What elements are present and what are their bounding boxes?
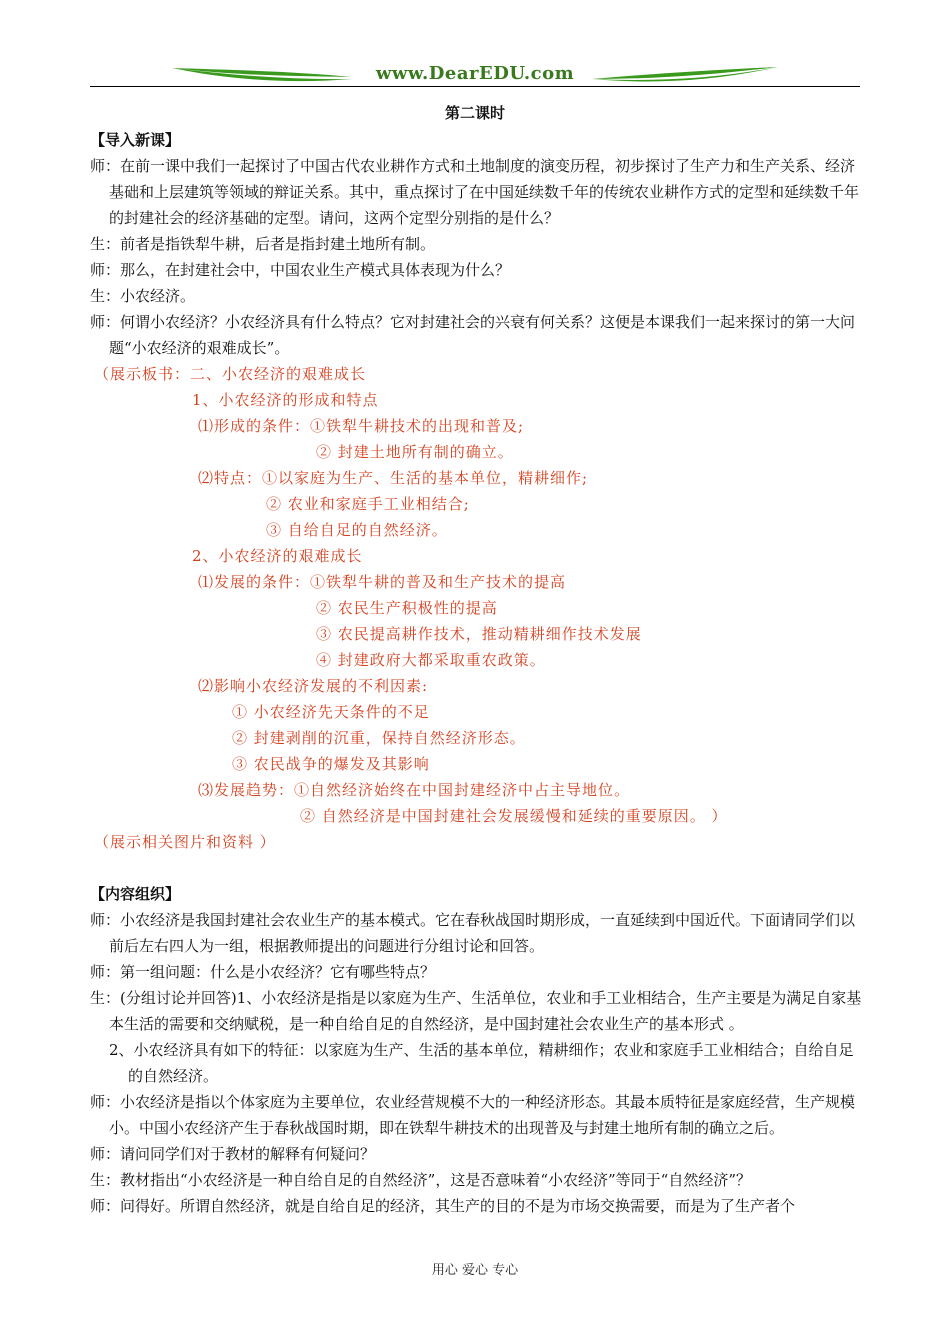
board-line: （展示板书：二、小农经济的艰难成长 (94, 365, 367, 383)
section-heading-intro: 【导入新课】 (90, 131, 181, 149)
board-line: 1、小农经济的形成和特点 (192, 391, 379, 409)
board-line: ② 自然经济是中国封建社会发展缓慢和延续的重要原因。 ） (300, 807, 728, 825)
header-divider (90, 86, 860, 87)
board-line: ⑵特点：①以家庭为生产、生活的基本单位，精耕细作; (198, 469, 589, 487)
section-heading-content: 【内容组织】 (90, 885, 181, 903)
board-line: ③ 农民提高耕作技术，推动精耕细作技术发展 (316, 625, 642, 643)
document-body (90, 127, 865, 1219)
board-line: ② 封建剥削的沉重，保持自然经济形态。 (232, 729, 526, 747)
board-outline (90, 361, 865, 855)
dialogue-line: 师：何谓小农经济？小农经济具有什么特点？它对封建社会的兴衰有何关系？这便是本课我们一起来探讨的第一大问题“小农经济的艰难成长”。 (90, 313, 856, 357)
page-footer: 用心 爱心 专心 (431, 1263, 519, 1278)
board-line: 2、小农经济的艰难成长 (192, 547, 363, 565)
dialogue-line: 师：小农经济是指以个体家庭为主要单位，农业经营规模不大的一种经济形态。其最本质特征是家庭经营，生产规模小。中国小农经济产生于春秋战国时期，即在铁犁牛耕技术的出现普及与封建土地所有制的确立之后。 (90, 1093, 856, 1137)
dialogue-line: 2、小农经济具有如下的特征：以家庭为生产、生活的基本单位，精耕细作；农业和家庭手工业相结合；自给自足的自然经济。 (109, 1041, 854, 1085)
dialogue-line: 生：前者是指铁犁牛耕，后者是指封建土地所有制。 (90, 235, 436, 253)
dialogue-line: 师：请问同学们对于教材的解释有何疑问？ (90, 1145, 376, 1163)
board-line: （展示相关图片和资料 ） (94, 833, 276, 851)
board-line: ⑴发展的条件：①铁犁牛耕的普及和生产技术的提高 (198, 573, 567, 591)
board-line: ③ 自给自足的自然经济。 (266, 521, 448, 539)
board-line: ① 小农经济先天条件的不足 (232, 703, 430, 721)
dialogue-line: 师：在前一课中我们一起探讨了中国古代农业耕作方式和土地制度的演变历程，初步探讨了生产力和生产关系、经济基础和上层建筑等领域的辩证关系。其中，重点探讨了在中国延续数千年的传统农业耕作方式的定型和延续数千年的封建社会的经济基础的定型。请问，这两个定型分别指的是什么？ (90, 157, 860, 227)
dialogue-line: 师：问得好。所谓自然经济，就是自给自足的经济，其生产的目的不是为市场交换需要，而是为了生产者个 (90, 1197, 796, 1215)
board-line: ② 农民生产积极性的提高 (316, 599, 498, 617)
dialogue-line: 师：第一组问题：什么是小农经济？它有哪些特点？ (90, 963, 436, 981)
dialogue-line: 师：那么，在封建社会中，中国农业生产模式具体表现为什么？ (90, 261, 511, 279)
board-line: ② 封建土地所有制的确立。 (316, 443, 514, 461)
board-line: ④ 封建政府大都采取重农政策。 (316, 651, 546, 669)
dialogue-line: 师：小农经济是我国封建社会农业生产的基本模式。它在春秋战国时期形成，一直延续到中国近代。下面请同学们以前后左右四人为一组，根据教师提出的问题进行分组讨论和回答。 (90, 911, 856, 955)
page-title: 第二课时 (444, 104, 505, 122)
board-line: ③ 农民战争的爆发及其影响 (232, 755, 430, 773)
dialogue-line: 生：小农经济。 (90, 287, 196, 305)
dialogue-line: 生：教材指出“小农经济是一种自给自足的自然经济”，这是否意味着“小农经济”等同于“自然经济”？ (90, 1171, 752, 1189)
board-line: ⑴形成的条件：①铁犁牛耕技术的出现和普及; (198, 417, 525, 435)
board-line: ⑵影响小农经济发展的不利因素: (198, 677, 429, 695)
site-logo-text: www.DearEDU.com (375, 63, 575, 84)
dialogue-line: 生：(分组讨论并回答)1、小农经济是指是以家庭为生产、生活单位，农业和手工业相结合，生产主要是为满足自家基本生活的需要和交纳赋税，是一种自给自足的自然经济，是中国封建社会农业生产的基本形式 。 (90, 989, 862, 1033)
board-line: ⑶发展趋势：①自然经济始终在中国封建经济中占主导地位。 (198, 781, 631, 799)
board-line: ② 农业和家庭手工业相结合; (266, 495, 470, 513)
spacer (90, 855, 865, 881)
